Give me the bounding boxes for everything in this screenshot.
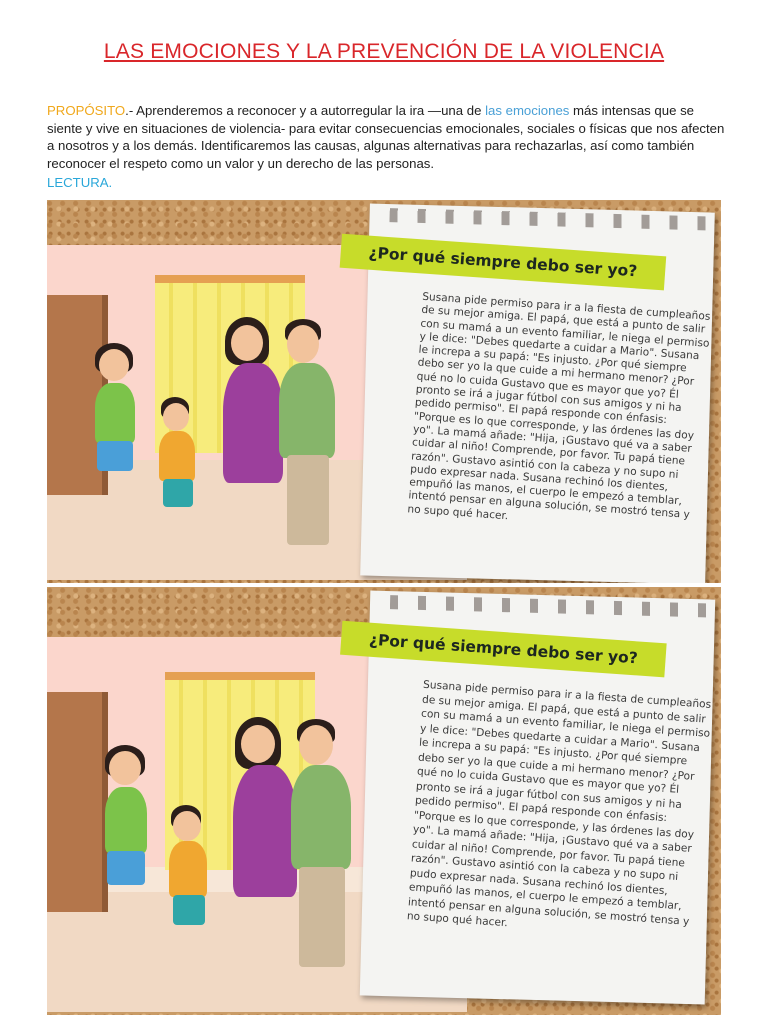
girl-shorts bbox=[97, 441, 133, 471]
page-title: LAS EMOCIONES Y LA PREVENCIÓN DE LA VIOLENCIA bbox=[103, 40, 665, 63]
father-shirt bbox=[291, 765, 351, 869]
story-heading-1: ¿Por qué siempre debo ser yo? bbox=[368, 243, 638, 281]
purpose-text-2: más intensas que se siente y vive en situaciones de violencia- para evitar consecuencias emocionales, sociales o físicas que nos afecten a nosotros y a los demás. Identificaremos las causas, algunas alternativas para rechazarlas, así como también reconocer el respeto como un valor y un derecho de las personas. bbox=[47, 103, 725, 171]
boy-figure bbox=[169, 841, 207, 897]
mother-figure bbox=[223, 363, 283, 483]
story-paper-2 bbox=[360, 591, 715, 1005]
mother-head bbox=[241, 725, 275, 763]
father-pants bbox=[299, 867, 345, 967]
boy-shorts bbox=[173, 895, 205, 925]
story-heading-banner-1 bbox=[340, 234, 667, 291]
father-pants bbox=[287, 455, 329, 545]
purpose-highlight: las emociones bbox=[485, 103, 570, 118]
story-text-1: Susana pide permiso para ir a la fiesta de cumpleaños de su mejor amiga. El papá, que está a punto de salir con su mamá a un evento familiar, le niega el permiso y le dice: "Debes quedarte a cuidar a Mario". Susana le increpa a su papá: "Es injusto. ¿Por qué siempre debo ser yo la que cuide a mi hermano menor? ¿Por qué no lo cuida Gustavo que es mayor que yo? Él pronto se irá a jugar fútbol con sus amigos y ni ha pedido permiso". El papá responde con énfasis: "Porque es lo que corresponde, y las órdenes las doy yo". La mamá añade: "Hija, ¡Gustavo qué va a saber cuidar al niño! Comprende, por favor. Tu papá tiene razón". Gustavo asintió con la cabeza y no supo ni pudo expresar nada. Susana rechinó los dientes, empuñó las manos, el cuerpo le empezó a temblar, intentó pensar en alguna solución, se mostró tensa y no supo qué hacer. bbox=[407, 290, 711, 522]
paper-torn-edge bbox=[389, 208, 709, 230]
purpose-label: PROPÓSITO bbox=[47, 103, 126, 118]
illustration-door bbox=[47, 692, 108, 912]
boy-head bbox=[163, 403, 189, 431]
paper-torn-edge bbox=[390, 595, 710, 617]
reading-panel-1 bbox=[47, 200, 721, 583]
girl-figure bbox=[105, 787, 147, 853]
boy-head bbox=[173, 811, 201, 841]
boy-shorts bbox=[163, 479, 193, 507]
purpose-text-1: .- Aprenderemos a reconocer y a autorregular la ira —una de bbox=[125, 103, 486, 118]
reading-panel-2 bbox=[47, 587, 721, 1015]
girl-head bbox=[109, 751, 141, 785]
girl-shorts bbox=[107, 851, 145, 885]
story-heading-2: ¿Por qué siempre debo ser yo? bbox=[368, 630, 639, 668]
mother-head bbox=[231, 325, 263, 361]
girl-figure bbox=[95, 383, 135, 443]
story-heading-banner-2 bbox=[340, 621, 667, 678]
father-head bbox=[299, 725, 333, 765]
father-shirt bbox=[279, 363, 335, 458]
boy-figure bbox=[159, 431, 195, 481]
lectura-label: LECTURA. bbox=[47, 175, 113, 190]
girl-head bbox=[99, 349, 129, 381]
story-text-2: Susana pide permiso para ir a la fiesta de cumpleaños de su mejor amiga. El papá, que está a punto de salir con su mamá a un evento familiar, le niega el permiso y le dice: "Debes quedarte a cuidar a Mario". Susana le increpa a su papá: "Es injusto. ¿Por qué siempre debo ser yo la que cuide a mi hermano menor? ¿Por qué no lo cuida Gustavo que es mayor que yo? Él pronto se irá a jugar fútbol con sus amigos y ni ha pedido permiso". El papá responde con énfasis: "Porque es lo que corresponde, y las órdenes las doy yo". La mamá añade: "Hija, ¡Gustavo qué va a saber cuidar al niño! Comprende, por favor. Tu papá tiene razón". Gustavo asintió con la cabeza y no supo ni pudo expresar nada. Susana rechinó los dientes, empuñó las manos, el cuerpo le empezó a temblar, intentó pensar en alguna solución, se mostró tensa y no supo qué hacer. bbox=[406, 678, 712, 930]
story-paper-1 bbox=[360, 204, 715, 583]
purpose-paragraph bbox=[47, 102, 727, 172]
father-head bbox=[287, 325, 319, 363]
mother-figure bbox=[233, 765, 297, 897]
